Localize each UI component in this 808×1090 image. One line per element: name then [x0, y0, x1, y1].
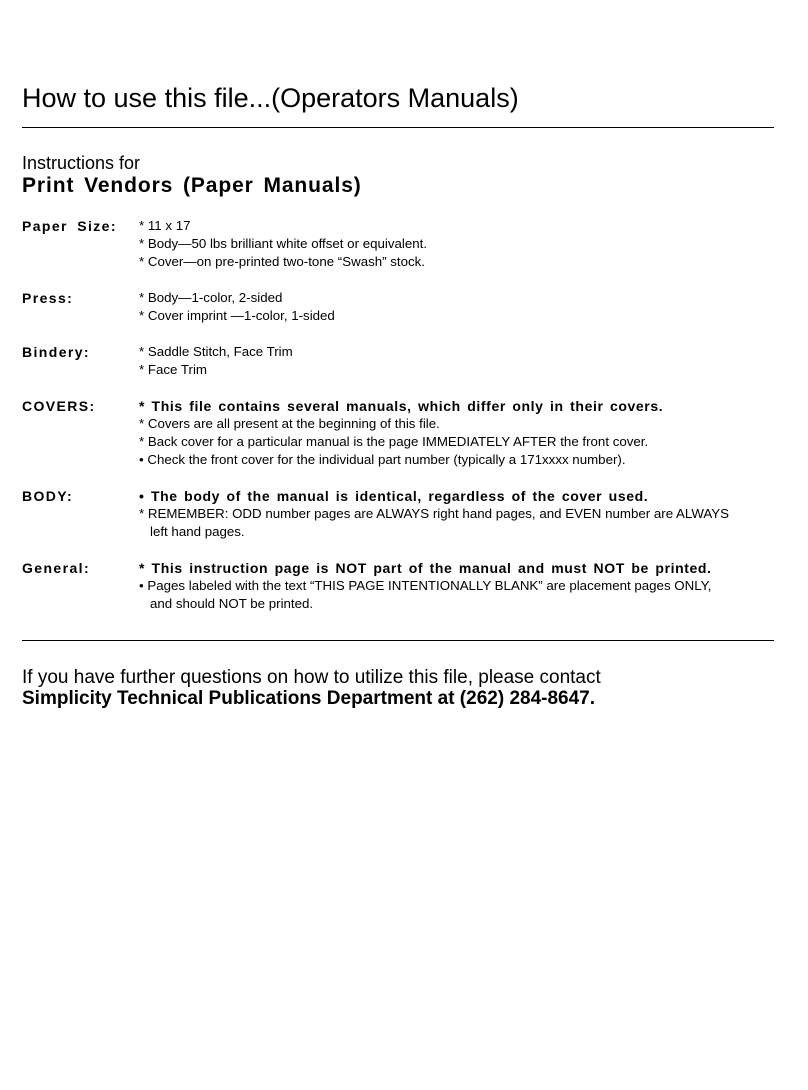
bindery-details	[139, 343, 804, 379]
detail-line: * Body—50 lbs brilliant white offset or equivalent.	[139, 236, 428, 251]
paper-size-label: Paper Size:	[22, 218, 117, 234]
contact-department: Simplicity Technical Publications Department at (262) 284-8647.	[22, 688, 596, 709]
detail-line: * Face Trim	[139, 362, 207, 377]
body-label: BODY:	[22, 488, 74, 504]
section-heading: Print Vendors (Paper Manuals)	[22, 174, 362, 197]
intro-line: Instructions for	[22, 153, 141, 173]
paper-size-details	[139, 217, 804, 271]
detail-line-continuation: left hand pages.	[150, 524, 245, 539]
contact-text: If you have further questions on how to utilize this file, please contact	[22, 667, 601, 688]
body-details	[139, 487, 804, 541]
bindery-label: Bindery:	[22, 344, 90, 360]
top-divider	[22, 127, 774, 128]
detail-line-continuation: and should NOT be printed.	[150, 596, 314, 611]
general-label: General:	[22, 560, 90, 576]
detail-line: * Body—1-color, 2-sided	[139, 290, 283, 305]
covers-label: COVERS:	[22, 398, 96, 414]
detail-line: • Pages labeled with the text “THIS PAGE INTENTIONALLY BLANK” are placement pages ONLY,	[139, 578, 712, 593]
press-label: Press:	[22, 290, 74, 306]
detail-line: * Cover imprint —1-color, 1-sided	[139, 308, 335, 323]
detail-line: * Back cover for a particular manual is the page IMMEDIATELY AFTER the front cover.	[139, 434, 649, 449]
page-title: How to use this file...(Operators Manuals)	[22, 83, 519, 113]
covers-details	[139, 397, 804, 469]
bottom-divider	[22, 640, 774, 641]
detail-line-emphasis: * This file contains several manuals, which differ only in their covers.	[139, 398, 664, 414]
detail-line: • Check the front cover for the individual part number (typically a 171xxxx number).	[139, 452, 626, 467]
detail-line: * Covers are all present at the beginning of this file.	[139, 416, 440, 431]
detail-line: * 11 x 17	[139, 218, 191, 233]
detail-line: * REMEMBER: ODD number pages are ALWAYS right hand pages, and EVEN number are ALWAYS	[139, 506, 730, 521]
detail-line: * Cover—on pre-printed two-tone “Swash” stock.	[139, 254, 425, 269]
detail-line: * Saddle Stitch, Face Trim	[139, 344, 293, 359]
press-details	[139, 289, 804, 325]
detail-line-emphasis: * This instruction page is NOT part of the manual and must NOT be printed.	[139, 560, 712, 576]
general-details	[139, 559, 804, 613]
detail-line-emphasis: • The body of the manual is identical, regardless of the cover used.	[139, 488, 649, 504]
